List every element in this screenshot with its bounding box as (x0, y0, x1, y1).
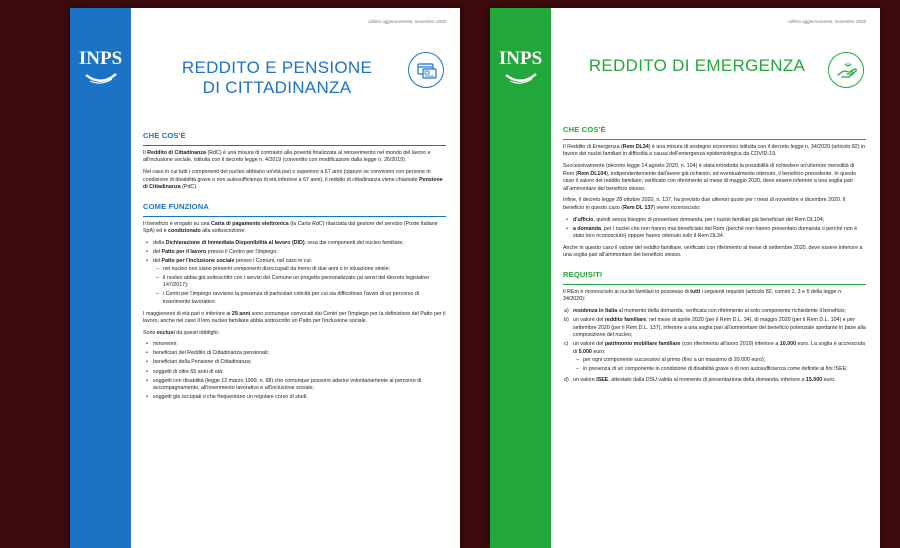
text: del (153, 257, 162, 264)
right-modes-list (563, 217, 866, 241)
text: Il REm è riconosciuto ai nuclei familiari in possesso di (563, 288, 691, 295)
bold-text: 15.000 (805, 377, 823, 384)
list-item: • beneficiari del Reddito di Cittadinanza pensionati; (153, 350, 446, 358)
list-item (564, 308, 866, 316)
bold-text: tutti (690, 288, 701, 295)
text: Il Reddito di Emergenza ( (563, 143, 623, 150)
list-item: • soggetti già occupati o che frequentano un regolare corso di studi. (153, 394, 446, 402)
left-title-line1: REDDITO E PENSIONE (181, 58, 373, 77)
list-item (564, 341, 866, 373)
right-color-band (490, 8, 551, 548)
right-paragraph (563, 289, 866, 304)
right-section-heading-what: CHE COS'È (563, 125, 606, 134)
list-item (153, 258, 446, 307)
left-paragraph (143, 169, 446, 192)
text: ), indipendentemente dall'avere già richiesto, ed eventualmente ottenuto, il beneficio precedente. In questo caso il valore del reddito familiare, verificato con riferimento al mese di maggio 2020, deve essere inferiore a una soglia pari all'ammontare del beneficio stesso. (563, 170, 857, 192)
bold-text: 5.000 (578, 348, 592, 355)
left-paragraph (143, 330, 446, 338)
bold-text: Rem DL34 (622, 143, 649, 150)
right-inps-logo (490, 48, 551, 85)
text: Successivamente (decreto legge 14 agosto 2020, n. 104) è stata introdotta la possibilità di richiedere un'ulteriore mensilità di Rem ( (563, 162, 855, 177)
left-section-heading-how: COME FUNZIONA (143, 201, 209, 211)
text: un valore (573, 377, 597, 384)
left-excluded-list (143, 341, 446, 402)
list-item (573, 217, 866, 225)
text: I maggiorenni di età pari o inferiore ai (143, 310, 232, 317)
right-section-rule (563, 139, 866, 140)
sub-list-item: – nel nucleo non siano presenti componenti disoccupati da meno di due anni o in situazione simile; (163, 266, 446, 274)
right-requirements-list (563, 308, 866, 385)
text: un valore del (573, 317, 605, 324)
text: sono comunque convocati dai Centri per l'impiego per la definizione del Patto per il lavoro, anche nel caso il loro nucleo familiare abbia sottoscritto un Patto per l'inclusione sociale. (143, 310, 446, 325)
left-sub-list (153, 266, 446, 307)
bold-text: patrimonio mobiliare familiare (604, 341, 681, 348)
swoosh-icon (84, 71, 118, 85)
right-page-title: REDDITO DI EMERGENZA (588, 56, 806, 75)
text: (PdC). (180, 184, 198, 191)
text: presso il Centro per l'impiego; (206, 248, 278, 255)
bold-text: esclusi (156, 329, 175, 336)
text: Infine, il decreto legge 28 ottobre 2020, n. 137, ha previsto due ulteriori quote per i mesi di novembre e dicembre 2020. Il beneficio in questo caso ( (563, 197, 846, 211)
left-section-heading-what: CHE COS'È (143, 131, 186, 140)
list-item (564, 317, 866, 340)
left-title-line2: DI CITTADINANZA (202, 78, 352, 97)
sub-list-item: – in presenza di un componente in condizione di disabilità grave o di non autosufficienza come definite ai fini ISEE; (583, 366, 866, 374)
text: , nel mese di aprile 2020 (per il Rem D.L. 34), di maggio 2020 (per il Rem D.L. 104) e per settembre 2020 (per il Rem D.L. 137), inferiore a una soglia pari all'ammontare del beneficio potenziale spettante in base alla composizione del nucleo; (573, 317, 866, 339)
list-item (153, 240, 446, 248)
text: ) rilasciata dal gestore del servizio (Poste Italiane SpA) ed è (143, 220, 438, 235)
text: Sono (143, 329, 157, 336)
list-letter: a) (564, 308, 569, 314)
bold-text: Dichiarazione di Immediata Disponibilità al lavoro (DID) (165, 239, 305, 246)
right-section-rule (563, 284, 866, 285)
text: Nel caso in cui tutti i componenti del nucleo abbiano un'età pari o superiore a 67 anni (oppure se convivono con persone in condizione di disabilità grave o non autosufficienza di età inferiore a 67 anni), il reddito di cittadinanza viene chiamato (143, 168, 431, 183)
bold-text: Rem DL104 (577, 170, 607, 177)
left-inps-logo (70, 48, 131, 85)
bold-text: residenza in Italia (573, 308, 618, 314)
text: ) viene riconosciuto: (653, 204, 701, 211)
italic-text: Carta RdC (297, 220, 323, 227)
left-conditions-list (143, 240, 446, 307)
right-section-heading-requirements: REQUISITI (563, 270, 603, 280)
bold-text: condizionato (168, 228, 201, 235)
list-item: • minorenni; (153, 341, 446, 349)
right-paragraph (563, 163, 866, 193)
right-sub-list (573, 357, 866, 374)
sub-list-item: – il nucleo abbia già sottoscritto con i servizi del Comune un progetto personalizzato (ai sensi del decreto legislativo 147/2017); (163, 275, 446, 290)
text: presso i Comuni, nel caso in cui: (234, 257, 313, 264)
bold-text: Patto per il lavoro (161, 248, 207, 255)
text: , resa dai componenti del nucleo familiare; (304, 239, 404, 246)
right-paragraph (563, 144, 866, 159)
left-paragraph (143, 311, 446, 326)
left-paragraph (143, 150, 446, 165)
list-item (573, 226, 866, 241)
left-paragraph (143, 221, 446, 236)
bold-text: Rem DL 137 (623, 204, 654, 211)
bold-text: Patto per l'inclusione sociale (161, 257, 235, 264)
list-letter: c) (564, 341, 569, 348)
right-document-page (490, 8, 880, 548)
bold-text: reddito familiare (604, 317, 647, 324)
bold-text: Reddito di Cittadinanza (147, 149, 206, 156)
text: euro: (591, 348, 606, 355)
sub-list-item: – i Centri per l'impiego ravvisino la presenza di particolari criticità per cui sia difficoltoso l'avvio di un percorso di inserimento lavorativo. (163, 291, 446, 306)
left-color-band (70, 8, 131, 548)
text: i seguenti requisiti (articolo 82, commi 2, 3 e 6 della legge n. 34/2020): (563, 288, 843, 303)
bold-text: Carta di pagamento elettronica (211, 220, 289, 227)
swoosh-icon (504, 71, 538, 85)
text: euro. La soglia è accresciuta di (573, 341, 865, 355)
right-logo-text: INPS (498, 48, 543, 69)
left-logo-text: INPS (78, 48, 123, 69)
text: Il beneficio è erogato su una (143, 220, 212, 227)
text: da questi obblighi: (174, 329, 219, 336)
list-item: • beneficiari della Pensione di Cittadinanza; (153, 359, 446, 367)
text: ) è una misura di sostegno economico istituita con il decreto legge n. 34/2020 (articolo 82) in favore dei nuclei familiari in difficoltà a causa dell'emergenza epidemiologica da COVID-19. (563, 143, 866, 158)
sub-list-item: – per ogni componente successivo al primo (fino a un massimo di 20.000 euro); (583, 357, 866, 365)
text: un valore del (573, 341, 605, 348)
list-letter: d) (564, 377, 569, 384)
text: euro. (822, 377, 836, 384)
text: (la (288, 220, 298, 227)
bold-text: ISEE (596, 377, 609, 384)
list-item (153, 249, 446, 257)
right-paragraph: Anche in questo caso il valore del reddito familiare, verificato con riferimento al mese di settembre 2020, deve essere inferiore a una soglia pari all'ammontare del beneficio stesso. (563, 244, 863, 259)
text: , per i nuclei che non hanno mai beneficiato del Rem (perché non hanno presentato domanda o perché non è stato loro riconosciuto) oppure hanno ottenuto solo il Rem DL34. (573, 225, 858, 240)
card-icon (408, 52, 444, 88)
text: della (153, 239, 166, 246)
text: al momento della domanda, verificata con riferimento al solo componente richiedente il beneficio; (617, 308, 846, 314)
hand-icon (828, 52, 864, 88)
text: (con riferimento all'anno 2019) inferiore a (680, 341, 780, 348)
text: alla sottoscrizione: (200, 228, 246, 235)
left-document-page (70, 8, 460, 548)
text: Il (143, 149, 148, 156)
bold-text: Pensione di Cittadinanza (143, 176, 443, 191)
list-item (564, 377, 866, 385)
text: , attestato dalla DSU valida al momento di presentazione della domanda, inferiore a (608, 377, 806, 384)
bold-text: d'ufficio (573, 216, 594, 223)
bold-text: a domanda (573, 225, 601, 232)
text: del (153, 248, 162, 255)
bold-text: 10.000 (779, 341, 797, 348)
right-content (563, 125, 866, 389)
left-content (143, 131, 446, 406)
left-page-title (150, 58, 404, 98)
right-paragraph (563, 197, 866, 212)
list-letter: b) (564, 317, 569, 324)
text: (RdC) è una misura di contrasto alla povertà finalizzata al reinserimento nel mondo del lavoro e all'inclusione sociale, istituita con il decreto legge n. 4/2019 (convertito con modificazioni dalla legge n. 26/2019). (143, 149, 431, 164)
left-update-note: Ultimo aggiornamento: novembre 2020 (368, 19, 446, 24)
right-update-note: Ultimo aggiornamento: novembre 2020 (788, 19, 866, 24)
list-item: • soggetti con disabilità (legge 12 marzo 1999, n. 68) che comunque possono aderire volontariamente al percorso di accompagnamento, all'inserimento lavorativo e all'inclusione sociale; (153, 378, 446, 393)
left-section-rule (143, 216, 446, 217)
text: , quindi senza bisogno di presentare domanda, per i nuclei familiari già beneficiari del Rem DL104; (593, 216, 825, 223)
bold-text: 29 anni (231, 310, 251, 317)
list-item: • soggetti di oltre 65 anni di età; (153, 369, 446, 377)
left-section-rule (143, 145, 446, 146)
